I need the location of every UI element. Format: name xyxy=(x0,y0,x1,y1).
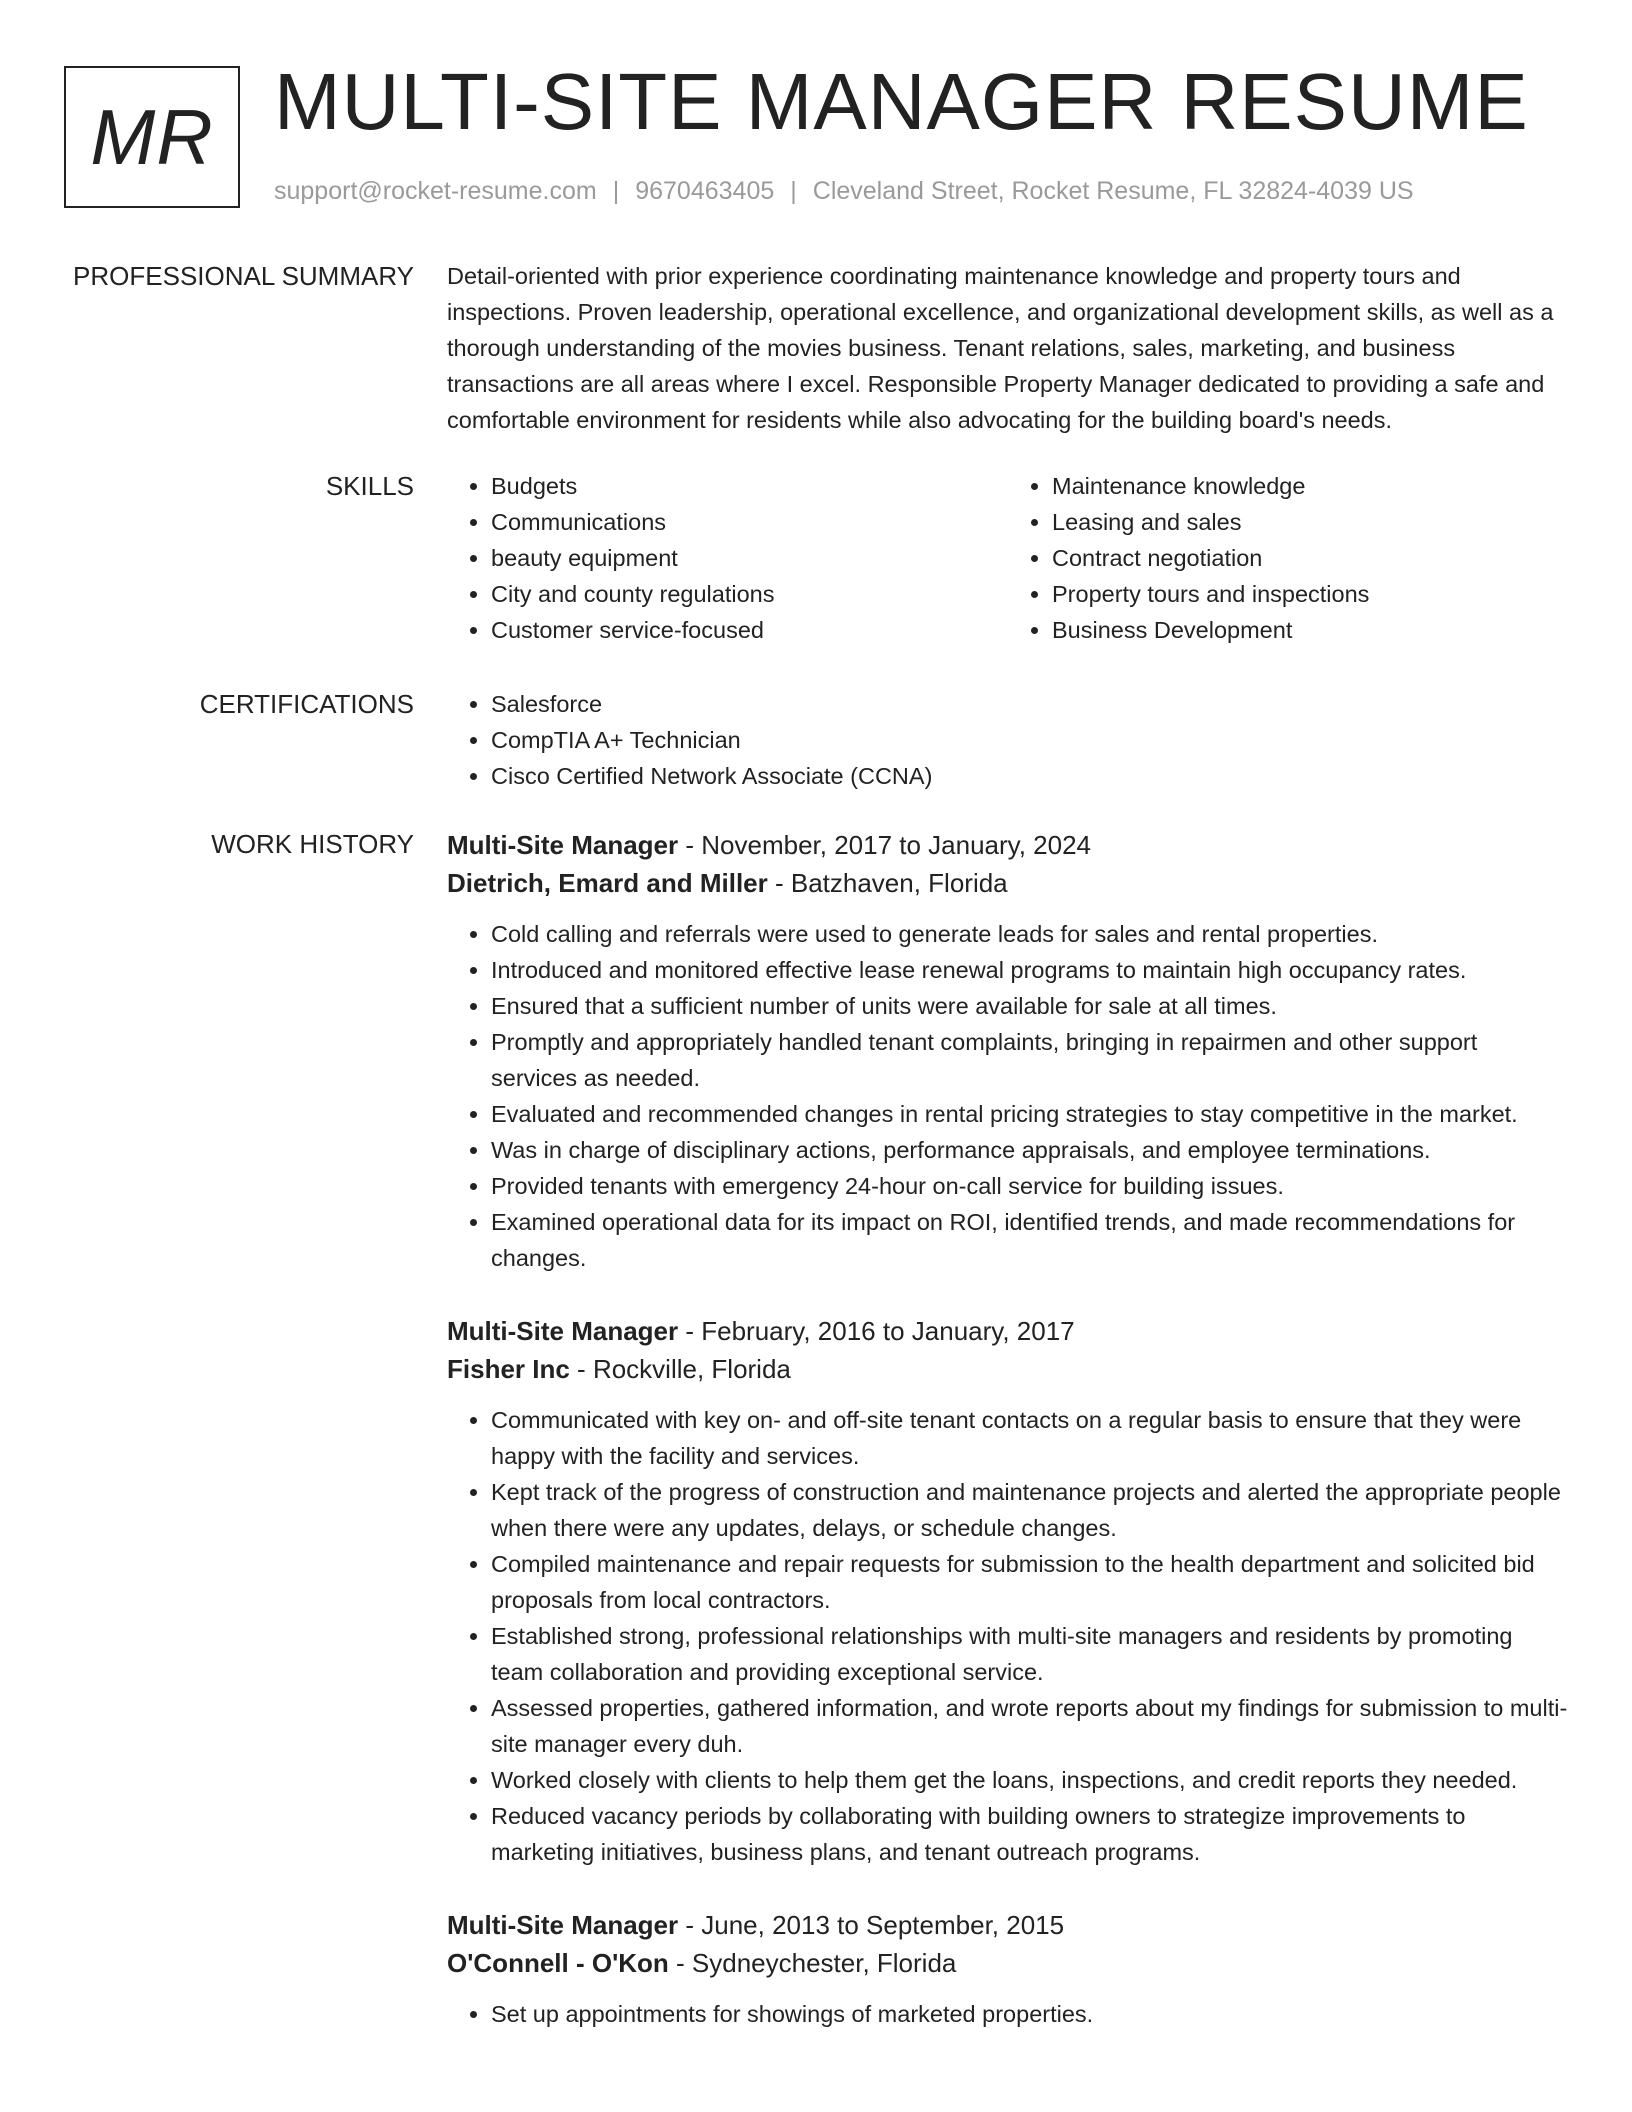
job-bullet: • Promptly and appropriately handled tenant complaints, bringing in repairmen and other support services as needed. xyxy=(491,1024,1569,1096)
skill-item: • Contract negotiation xyxy=(1052,540,1569,576)
job-bullet: • Provided tenants with emergency 24-hour on-call service for building issues. xyxy=(491,1168,1569,1204)
job-bullet: • Compiled maintenance and repair requests for submission to the health department and solicited bid proposals from local contractors. xyxy=(491,1546,1569,1618)
job-location: Sydneychester, Florida xyxy=(691,1948,957,1978)
job-bullet: • Examined operational data for its impact on ROI, identified trends, and made recommendations for changes. xyxy=(491,1204,1569,1276)
job-bullet: • Established strong, professional relationships with multi-site managers and residents by promoting team collaboration and providing exceptional service. xyxy=(491,1618,1569,1690)
job-bullets xyxy=(447,916,1569,1276)
summary-content xyxy=(447,258,1569,438)
certification-item: • CompTIA A+ Technician xyxy=(491,722,1569,758)
certifications-list xyxy=(447,686,1569,794)
resume-title: MULTI-SITE MANAGER RESUME xyxy=(274,57,1529,146)
skill-item: • Leasing and sales xyxy=(1052,504,1569,540)
job-bullet: • Assessed properties, gathered information, and wrote reports about my findings for submission to multi-site manager every duh. xyxy=(491,1690,1569,1762)
job-bullets xyxy=(447,1402,1569,1870)
work-history-content xyxy=(447,826,1569,2068)
job-bullet: • Kept track of the progress of construction and maintenance projects and alerted the appropriate people when there were any updates, delays, or schedule changes. xyxy=(491,1474,1569,1546)
job-bullet: • Set up appointments for showings of marketed properties. xyxy=(491,1996,1569,2032)
job-bullet: • Ensured that a sufficient number of units were available for sale at all times. xyxy=(491,988,1569,1024)
job-bullet: • Reduced vacancy periods by collaborating with building owners to strategize improvements to marketing initiatives, business plans, and tenant outreach programs. xyxy=(491,1798,1569,1870)
skills-content xyxy=(447,468,1569,648)
skill-item: • Maintenance knowledge xyxy=(1052,468,1569,504)
contact-separator: | xyxy=(790,177,797,205)
skill-item: • Communications xyxy=(491,504,1008,540)
certifications-content xyxy=(447,686,1569,794)
skills-list-left xyxy=(447,468,1008,648)
certifications-label: CERTIFICATIONS xyxy=(199,689,414,719)
job-bullet: • Introduced and monitored effective lease renewal programs to maintain high occupancy rates. xyxy=(491,952,1569,988)
skills-list-right xyxy=(1008,468,1569,648)
job-title: Multi-Site Manager xyxy=(447,830,679,860)
job-title-line: Multi-Site Manager - November, 2017 to January, 2024 xyxy=(447,830,1092,860)
skill-item: • Property tours and inspections xyxy=(1052,576,1569,612)
certification-item: • Salesforce xyxy=(491,686,1569,722)
job-title-line: Multi-Site Manager - June, 2013 to September, 2015 xyxy=(447,1910,1065,1940)
job-title: Multi-Site Manager xyxy=(447,1910,679,1940)
job-company-line: Fisher Inc - Rockville, Florida xyxy=(447,1354,791,1384)
certification-item: • Cisco Certified Network Associate (CCNA) xyxy=(491,758,1569,794)
job-bullet: • Was in charge of disciplinary actions, performance appraisals, and employee terminations. xyxy=(491,1132,1569,1168)
job-location: Rockville, Florida xyxy=(592,1354,791,1384)
job-entry xyxy=(447,826,1569,1276)
summary-label: PROFESSIONAL SUMMARY xyxy=(73,261,414,291)
skill-item: • Business Development xyxy=(1052,612,1569,648)
job-bullet: • Communicated with key on- and off-site tenant contacts on a regular basis to ensure that they were happy with the facility and services. xyxy=(491,1402,1569,1474)
job-company: Dietrich, Emard and Miller xyxy=(447,868,768,898)
monogram-logo: MR xyxy=(64,66,240,208)
skills-label: SKILLS xyxy=(325,471,414,501)
job-bullet: • Evaluated and recommended changes in rental pricing strategies to stay competitive in the market. xyxy=(491,1096,1569,1132)
contact-phone[interactable]: 9670463405 xyxy=(635,177,775,205)
job-entry xyxy=(447,1312,1569,1870)
job-company-line: Dietrich, Emard and Miller - Batzhaven, Florida xyxy=(447,868,1008,898)
job-company: O'Connell - O'Kon xyxy=(447,1948,669,1978)
job-title: Multi-Site Manager xyxy=(447,1316,679,1346)
skill-item: • Customer service-focused xyxy=(491,612,1008,648)
summary-text: Detail-oriented with prior experience coordinating maintenance knowledge and property tours and inspections. Proven leadership, operational excellence, and organizational development skills, as well as a thorough understanding of the movies business. Tenant relations, sales, marketing, and business transactions are all areas where I excel. Responsible Property Manager dedicated to providing a safe and comfortable environment for residents while also advocating for the building board's needs. xyxy=(447,263,1554,433)
job-dates: June, 2013 to September, 2015 xyxy=(701,1910,1065,1940)
contact-address: Cleveland Street, Rocket Resume, FL 32824-4039 US xyxy=(812,177,1414,205)
job-bullets xyxy=(447,1996,1569,2032)
skill-item: • Budgets xyxy=(491,468,1008,504)
skill-item: • City and county regulations xyxy=(491,576,1008,612)
job-bullet: • Cold calling and referrals were used to generate leads for sales and rental properties. xyxy=(491,916,1569,952)
job-bullet: • Worked closely with clients to help them get the loans, inspections, and credit reports they needed. xyxy=(491,1762,1569,1798)
contact-email[interactable]: support@rocket-resume.com xyxy=(274,177,597,205)
job-company: Fisher Inc xyxy=(447,1354,570,1384)
job-dates: November, 2017 to January, 2024 xyxy=(701,830,1092,860)
job-company-line: O'Connell - O'Kon - Sydneychester, Florida xyxy=(447,1948,957,1978)
contact-separator: | xyxy=(612,177,620,205)
contact-line xyxy=(274,174,1414,208)
job-entry xyxy=(447,1906,1569,2032)
skill-item: • beauty equipment xyxy=(491,540,1008,576)
job-dates: February, 2016 to January, 2017 xyxy=(701,1316,1075,1346)
work-history-label: WORK HISTORY xyxy=(211,829,414,859)
job-location: Batzhaven, Florida xyxy=(790,868,1008,898)
job-title-line: Multi-Site Manager - February, 2016 to January, 2017 xyxy=(447,1316,1075,1346)
